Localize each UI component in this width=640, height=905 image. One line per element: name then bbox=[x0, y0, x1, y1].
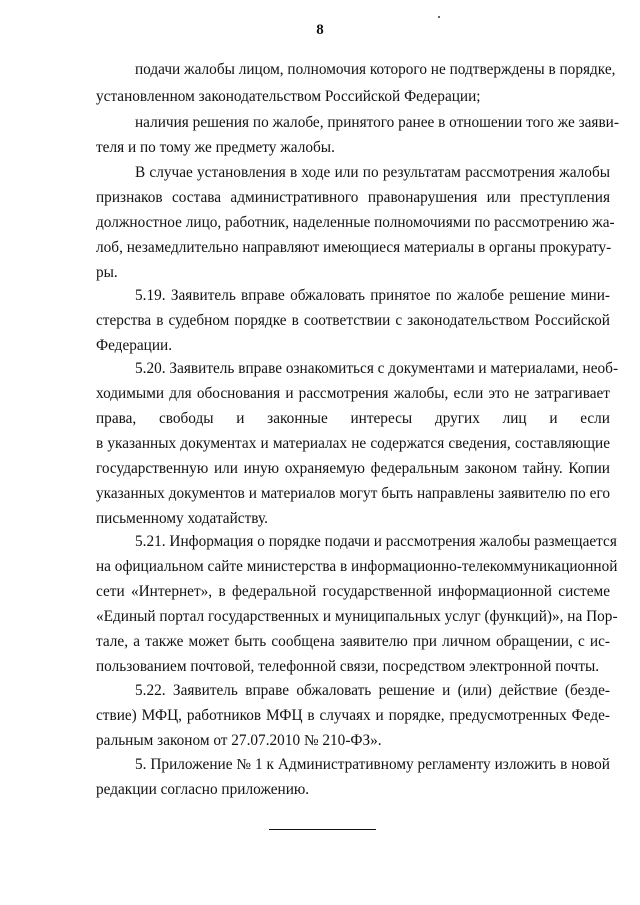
text-line: «Единый портал государственных и муниципальных услуг (функций)», на Пор- bbox=[96, 608, 618, 625]
text-line: 5.20. Заявитель вправе ознакомиться с документами и материалами, необ- bbox=[135, 360, 619, 377]
text-line: ходимыми для обоснования и рассмотрения жалобы, если это не затрагивает bbox=[96, 385, 610, 402]
text-line: подачи жалобы лицом, полномочия которого не подтверждены в порядке, bbox=[135, 61, 616, 78]
text-line: установленном законодательством Российской Федерации; bbox=[96, 88, 481, 105]
text-line: права, свободы и законные интересы других лиц и если bbox=[96, 410, 610, 427]
text-line: 5. Приложение № 1 к Административному регламенту изложить в новой bbox=[135, 756, 610, 773]
closing-rule bbox=[269, 829, 376, 830]
scan-speck bbox=[438, 16, 440, 18]
text-line: лоб, незамедлительно направляют имеющиеся материалы в органы прокурату- bbox=[96, 239, 612, 256]
text-line: на официальном сайте министерства в информационно-телекоммуникационной bbox=[96, 558, 618, 575]
page-number: 8 bbox=[316, 22, 324, 38]
text-line: должностное лицо, работник, наделенные полномочиями по рассмотрению жа- bbox=[96, 214, 615, 231]
text-line: стерства в судебном порядке в соответствии с законодательством Российской bbox=[96, 312, 610, 329]
text-line: письменному ходатайству. bbox=[96, 510, 268, 527]
text-line: в указанных документах и материалах не содержатся сведения, составляющие bbox=[96, 435, 610, 452]
text-line: ствие) МФЦ, работников МФЦ в случаях и порядке, предусмотренных Феде- bbox=[96, 707, 610, 724]
text-line: тале, а также может быть сообщена заявителю при личном обращении, с ис- bbox=[96, 633, 610, 650]
text-line: 5.19. Заявитель вправе обжаловать принятое по жалобе решение мини- bbox=[135, 287, 610, 304]
text-line: наличия решения по жалобе, принятого ранее в отношении того же заяви- bbox=[135, 114, 619, 131]
text-line: указанных документов и материалов могут быть направлены заявителю по его bbox=[96, 485, 610, 502]
text-line: теля и по тому же предмету жалобы. bbox=[96, 139, 335, 156]
text-line: В случае установления в ходе или по результатам рассмотрения жалобы bbox=[135, 164, 610, 181]
text-line: ральным законом от 27.07.2010 № 210-ФЗ». bbox=[96, 732, 382, 749]
text-line: ры. bbox=[96, 264, 118, 281]
text-line: редакции согласно приложению. bbox=[96, 781, 310, 798]
text-line: 5.21. Информация о порядке подачи и рассмотрения жалобы размещается bbox=[135, 533, 617, 550]
text-line: 5.22. Заявитель вправе обжаловать решение и (или) действие (безде- bbox=[135, 682, 610, 699]
text-line: Федерации. bbox=[96, 337, 173, 354]
text-line: сети «Интернет», в федеральной государственной информационной системе bbox=[96, 583, 610, 600]
text-line: государственную или иную охраняемую федеральным законом тайну. Копии bbox=[96, 460, 610, 477]
text-line: признаков состава административного правонарушения или преступления bbox=[96, 189, 610, 206]
text-line: пользованием почтовой, телефонной связи, посредством электронной почты. bbox=[96, 658, 600, 675]
